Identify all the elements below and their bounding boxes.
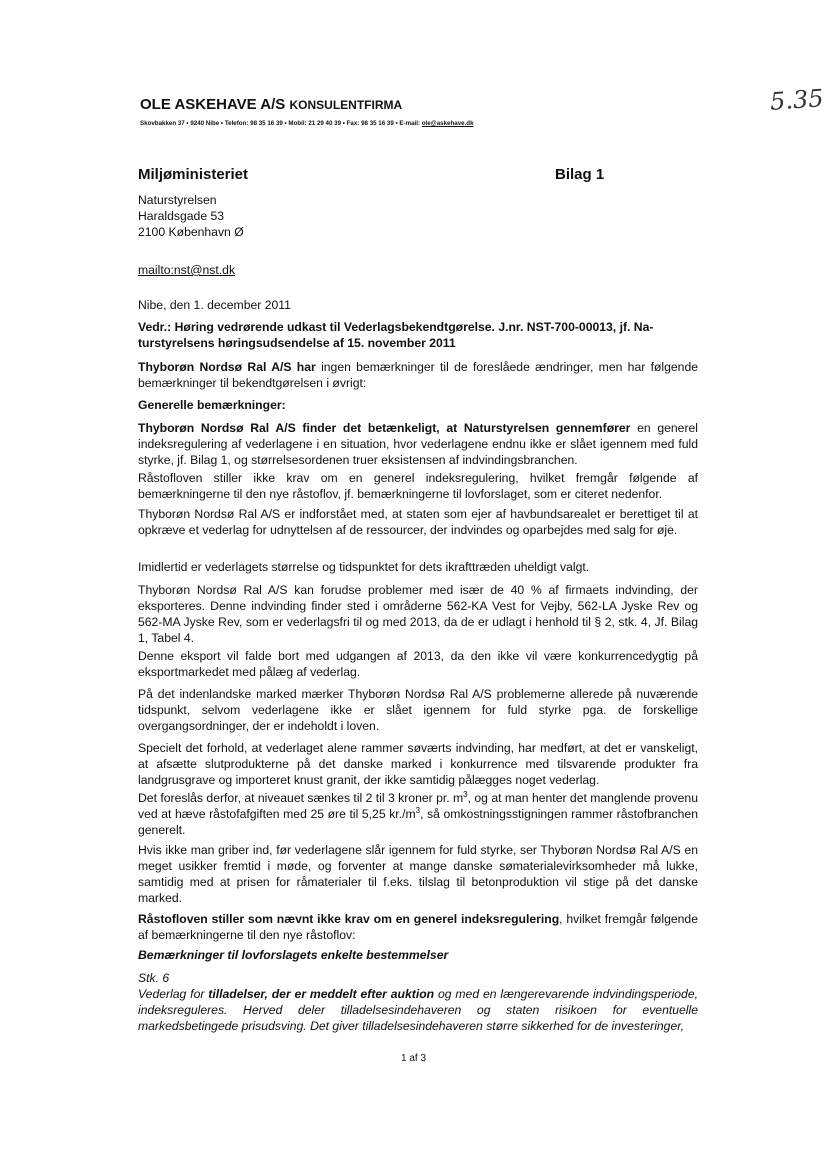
paragraph-13-bold: tilladelser, der er meddelt efter auktion — [208, 987, 435, 1001]
paragraph-1-bold: Thyborøn Nordsø Ral A/S har — [138, 360, 316, 374]
paragraph-8: På det indenlandske marked mærker Thyborøn Nordsø Ral A/S problemerne allerede på nuværende tidspunkt, selvom vederlagene ikke er slået igennem for fuld styrke pga. de forskellige overgangsordninger, der er indeholdt i loven. — [138, 687, 698, 733]
paragraph-2 — [138, 420, 698, 468]
paragraph-12 — [138, 911, 698, 943]
paragraph-7: Denne eksport vil falde bort med udgangen af 2013, da den ikke vil være konkurrencedygtig på eksportmarkedet med pålæg af vederlag. — [138, 649, 698, 679]
stk-label: Stk. 6 — [138, 971, 170, 985]
recipient-org: Miljøministeriet — [138, 166, 249, 183]
company-suffix: KONSULENTFIRMA — [289, 98, 403, 112]
subject-line-1: Vedr.: Høring vedrørende udkast til Vederlagsbekendtgørelse. J.nr. NST-700-00013, jf. Na- — [138, 320, 654, 334]
paragraph-11: Hvis ikke man griber ind, før vederlagene slår igennem for fuld styrke, ser Thyborøn Nordsø Ral A/S en meget usikker fremtid i møde, og forventer at mange danske sømaterialevirksomheder må lukke, samtidig med at prisen for råmaterialer til f.eks. tilslag til betonproduktion vil stige på det danske marked. — [138, 843, 698, 905]
paragraph-1 — [138, 359, 698, 391]
recipient-city: 2100 København Ø — [138, 225, 244, 239]
paragraph-2-text: en generel indeksregulering af vederlagene i en situation, hvor vederlagene endnu ikke er slået igennem med fuld styrke, jf. Bilag 1, og størrelsesordenen truer eksistensen af indvindingsbranchen. — [138, 421, 698, 467]
company-name: OLE ASKEHAVE A/S — [140, 96, 286, 113]
paragraph-9: Specielt det forhold, at vederlaget alene rammer søværts indvinding, har medført, at det er vanskeligt, at afsætte slutprodukterne på det danske marked i konkurrence med tilsvarende produkter fra landgrusgrave og importeret knust granit, der ikke samtidig pålægges noget vederlag. — [138, 741, 698, 787]
paragraph-4: Thyborøn Nordsø Ral A/S er indforstået med, at staten som ejer af havbundsarealet er berettiget til at opkræve et vederlag for udnyttelsen af de ressourcer, der indvindes og oparbejdes med salg for øje. — [138, 507, 698, 537]
handwritten-note: 5.35 — [769, 84, 825, 116]
superscript-1: 3 — [463, 789, 468, 799]
paragraph-10-c: , så omkostningsstigningen rammer råstofbranchen generelt. — [138, 807, 698, 837]
letterhead-email[interactable]: ole@askehave.dk — [421, 120, 474, 127]
subject-line-2: turstyrelsens høringsudsendelse af 15. november 2011 — [138, 336, 456, 350]
paragraph-10-a: Det foreslås derfor, at niveauet sænkes til 2 til 3 kroner pr. m — [138, 791, 464, 805]
paragraph-2-bold: Thyborøn Nordsø Ral A/S finder det betænkeligt, at Naturstyrelsen gennemfører — [138, 421, 631, 435]
paragraph-13 — [138, 986, 698, 1034]
paragraph-6: Thyborøn Nordsø Ral A/S kan forudse problemer med især de 40 % af firmaets indvinding, der eksporteres. Denne indvinding finder sted i områderne 562-KA Vest for Vejby, 562-LA Jyske Rev og 562-MA Jyske Rev, som er vederlagsfri til og med 2013, da de er udlagt i henhold til § 2, stk. 4, Jf. Bilag 1, Tabel 4. — [138, 583, 698, 645]
paragraph-1-text: ingen bemærkninger til de foreslåede ændringer, men har følgende bemærkninger til bekendtgørelsen i øvrigt: — [138, 360, 699, 390]
recipient-address — [138, 192, 244, 240]
paragraph-10 — [138, 790, 698, 838]
recipient-dept: Naturstyrelsen — [138, 193, 217, 207]
paragraph-12-text: , hvilket fremgår følgende af bemærkningerne til den nye råstoflov: — [138, 912, 698, 942]
paragraph-13-b: og med en længerevarende indvindingsperiode, indeksreguleres. Herved deler tilladelsesindehaveren og staten risikoen for eventuelle markedsbetingede prisudsving. Det giver tilladelsesindehaveren større sikkerhed for de investeringer, — [138, 987, 698, 1033]
paragraph-3: Råstofloven stiller ikke krav om en generel indeksregulering, hvilket fremgår følgende af bemærkningerne til den nye råstoflov, jf. bemærkningerne til lovforslaget, som er citeret nedenfor. — [138, 471, 698, 501]
paragraph-5: Imidlertid er vederlagets størrelse og tidspunktet for dets ikrafttræden uheldigt valgt. — [138, 560, 590, 574]
contact-line: Skovbakken 37 • 9240 Nibe • Telefon: 98 35 16 39 • Mobil: 21 29 40 39 • Fax: 98 35 16 39 • E-mail: — [140, 120, 422, 127]
remarks-heading: Bemærkninger til lovforslagets enkelte bestemmelser — [138, 948, 449, 962]
paragraph-12-bold: Råstofloven stiller som nævnt ikke krav om en generel indeksregulering — [138, 912, 560, 926]
letterhead-contact — [140, 120, 474, 127]
letter-date: Nibe, den 1. december 2011 — [138, 298, 291, 312]
general-heading: Generelle bemærkninger: — [138, 398, 286, 412]
page-number: 1 af 3 — [400, 1053, 427, 1064]
superscript-2: 3 — [415, 805, 421, 815]
letterhead-company — [140, 96, 402, 113]
subject-line — [138, 319, 718, 351]
paragraph-13-a: Vederlag for — [138, 987, 209, 1001]
paragraph-10-b: , og at man henter det manglende provenu ved at hæve råstofafgiften med 25 øre til 5,25 kr./m — [138, 791, 698, 821]
bilag-label: Bilag 1 — [555, 166, 605, 183]
recipient-street: Haraldsgade 53 — [138, 209, 225, 223]
recipient-email-link[interactable]: mailto:nst@nst.dk — [138, 263, 236, 277]
